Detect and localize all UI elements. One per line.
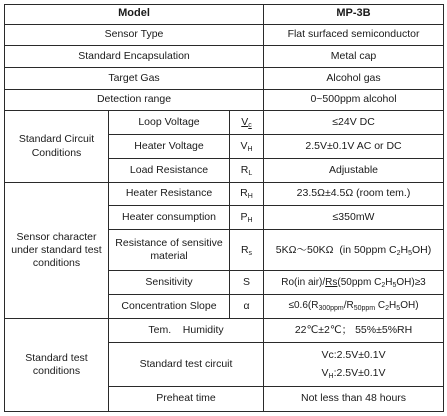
preheat-time-label: Preheat time — [109, 387, 264, 412]
loop-voltage-symbol: $V_c$ — [230, 111, 264, 135]
model-label: Model — [5, 5, 264, 25]
heater-consumption-label: Heater consumption — [109, 206, 230, 230]
heater-resistance-symbol: $R_H$ — [230, 182, 264, 206]
load-resistance-label: Load Resistance — [109, 158, 230, 182]
sensitive-resistance-label: Resistance of sensitive material — [109, 230, 230, 271]
concentration-slope-label: Concentration Slope — [109, 295, 230, 319]
table-row — [5, 46, 444, 68]
preheat-time-value: Not less than 48 hours — [264, 387, 444, 412]
table-row — [5, 182, 444, 206]
heater-voltage-symbol: $V_H$ — [230, 135, 264, 159]
temp-humidity-value: 22℃±2℃； 55%±5%RH — [264, 318, 444, 342]
test-circuit-label: Standard test circuit — [109, 342, 264, 386]
character-group-label: Sensor character under standard test conditions — [5, 182, 109, 318]
detection-range-value: 0~500ppm alcohol — [264, 89, 444, 111]
heater-consumption-value: ≤350mW — [264, 206, 444, 230]
target-gas-label: Target Gas — [5, 68, 264, 90]
sensor-type-value: Flat surfaced semiconductor — [264, 24, 444, 46]
table-row — [5, 111, 444, 135]
model-value: MP-3B — [264, 5, 444, 25]
table-row — [5, 24, 444, 46]
concentration-slope-value: $\le 0.6(R_{300ppm}/R_{50ppm}$ $C_2H_5OH$) — [264, 295, 444, 319]
sensitive-resistance-symbol: $R_s$ — [230, 230, 264, 271]
heater-consumption-symbol: $P_H$ — [230, 206, 264, 230]
circuit-group-label: Standard Circuit Conditions — [5, 111, 109, 182]
heater-resistance-value: 23.5Ω±4.5Ω (room tem.) — [264, 182, 444, 206]
table-row — [5, 68, 444, 90]
sensitivity-value: Ro(in air)/Rs(50ppm $C_2H_5OH)\ge 3$ — [264, 271, 444, 295]
sensitive-resistance-value: 5KΩ～50KΩ (in 50ppm $C_2H_5OH$) — [264, 230, 444, 271]
specification-table — [4, 4, 444, 412]
heater-voltage-label: Heater Voltage — [109, 135, 230, 159]
temp-humidity-label: Tem. Humidity — [109, 318, 264, 342]
heater-resistance-label: Heater Resistance — [109, 182, 230, 206]
detection-range-label: Detection range — [5, 89, 264, 111]
table-row — [5, 318, 444, 342]
concentration-slope-symbol: α — [230, 295, 264, 319]
test-circuit-value: Vc:2.5V±0.1V $V_H:2.5V\pm 0.1V$ — [264, 342, 444, 386]
header-row — [5, 5, 444, 25]
loop-voltage-value: ≤24V DC — [264, 111, 444, 135]
heater-voltage-value: 2.5V±0.1V AC or DC — [264, 135, 444, 159]
target-gas-value: Alcohol gas — [264, 68, 444, 90]
test-group-label: Standard test conditions — [5, 318, 109, 411]
sensitivity-label: Sensitivity — [109, 271, 230, 295]
load-resistance-value: Adjustable — [264, 158, 444, 182]
encapsulation-value: Metal cap — [264, 46, 444, 68]
sensitivity-symbol: S — [230, 271, 264, 295]
sensor-type-label: Sensor Type — [5, 24, 264, 46]
loop-voltage-label: Loop Voltage — [109, 111, 230, 135]
encapsulation-label: Standard Encapsulation — [5, 46, 264, 68]
table-row — [5, 89, 444, 111]
load-resistance-symbol: $R_L$ — [230, 158, 264, 182]
